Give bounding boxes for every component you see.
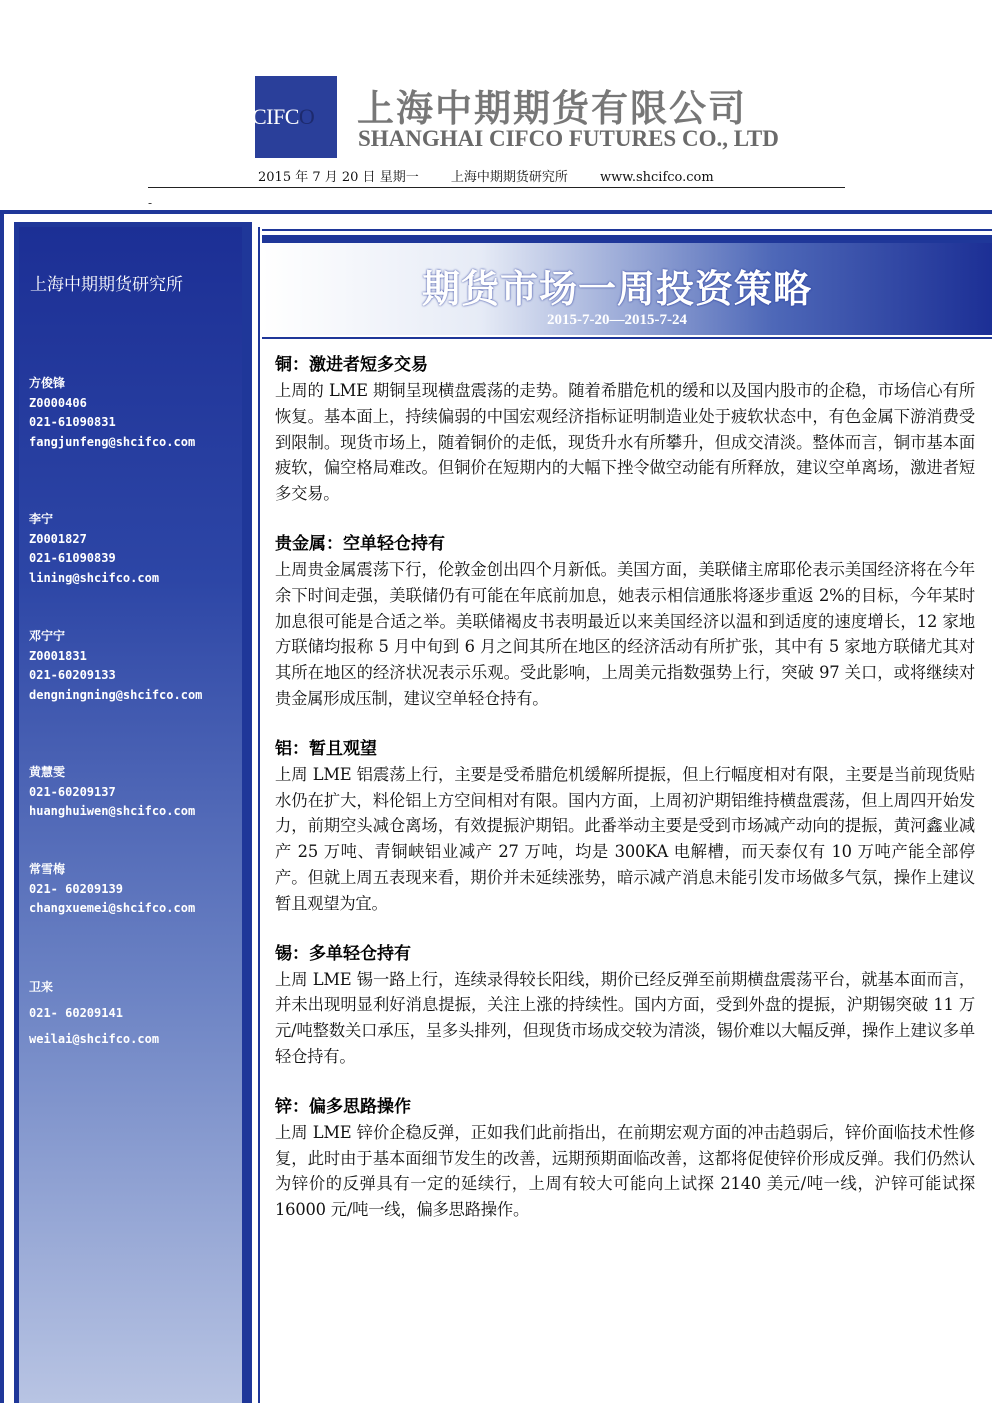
institute-name: 上海中期期货研究所 — [450, 170, 568, 185]
header-divider — [148, 187, 845, 188]
analyst-name: 邓宁宁 — [29, 629, 66, 643]
website-link[interactable]: www.shcifco.com — [600, 170, 714, 185]
analyst-name: 李宁 — [29, 512, 54, 526]
top-border — [0, 210, 992, 214]
section-title: 铜：激进者短多交易 — [275, 355, 428, 375]
analyst-email[interactable]: dengningning@shcifco.com — [29, 687, 203, 702]
title-stripe — [262, 235, 992, 243]
section-body: 上周 LME 锌价企稳反弹，正如我们此前指出，在前期宏观方面的冲击趋弱后，锌价面临技术性修复，此时由于基本面细节发生的改善，远期预期面临改善，这都将促使锌价形成反弹。我们仍然认为锌价的反弹具有一定的延续行，上周有较大可能向上试探 2140 美元/吨一线，沪锌可能试探 16000 元/吨一线，偏多思路操作。 — [275, 1122, 975, 1220]
section-title: 铝：暂且观望 — [275, 738, 377, 759]
analyst-phone: 021- 60209141 — [29, 1006, 123, 1020]
analyst-email[interactable]: lining@shcifco.com — [29, 570, 160, 585]
analyst-email[interactable]: huanghuiwen@shcifco.com — [29, 804, 196, 819]
section-aluminum — [275, 736, 975, 917]
sidebar-title: 上海中期期货研究所 — [30, 275, 183, 295]
section-body: 上周贵金属震荡下行，伦敦金创出四个月新低。美国方面，美联储主席耶伦表示美国经济将在今年余下时间走强，美联储仍有可能在年底前加息，她表示相信通胀将逐步重返 2%的目标，今年某时加息很可能是合适之举。美联储褐皮书表明最近以来美国经济以温和到适度的速度增长，12 家地方联储均报称 5 月中旬到 6 月之间其所在地区的经济活动有所扩张，其中有 5 家地方联储尤其对其所在地区的经济状况表示乐观。受此影响，上周美元指数强势上行，突破 97 关口，或将继续对贵金属形成压制，建议空单轻仓持有。 — [275, 559, 975, 708]
analyst-card — [29, 627, 202, 705]
title-rule-bottom — [262, 337, 992, 339]
analyst-card — [29, 510, 159, 588]
analyst-name: 卫来 — [29, 980, 54, 994]
logo-text-b: O — [298, 104, 315, 129]
logo-text-a: CIFC — [252, 104, 299, 129]
stray-dash: - — [148, 196, 153, 210]
analyst-name: 常雪梅 — [29, 862, 66, 876]
title-rule-top — [262, 229, 992, 231]
document-title: 期货市场一周投资策略 — [421, 267, 812, 311]
analyst-phone: 021-61090831 — [29, 415, 116, 430]
section-tin — [275, 941, 975, 1070]
report-date: 2015 年 7 月 20 日 星期一 — [258, 170, 419, 185]
analyst-phone: 021-60209133 — [29, 668, 116, 683]
content-divider — [258, 227, 260, 1403]
analyst-name: 黄慧雯 — [29, 765, 66, 779]
main-content — [275, 352, 975, 1247]
analyst-phone: 021- 60209139 — [29, 881, 123, 896]
company-name-en: SHANGHAI CIFCO FUTURES CO., LTD — [358, 126, 779, 151]
left-border — [0, 210, 4, 1403]
analyst-phone: 021-60209137 — [29, 784, 116, 799]
section-title: 贵金属：空单轻仓持有 — [275, 533, 445, 554]
section-body: 上周 LME 铝震荡上行，主要是受希腊危机缓解所提振，但上行幅度相对有限，主要是当前现货贴水仍在扩大，料伦铝上方空间相对有限。国内方面，上周初沪期铝维持横盘震荡，但上周四开始发力，前期空头减仓离场，有效提振沪期铝。此番举动主要是受到市场减产动向的提振，黄河鑫业减产 25 万吨、青铜峡铝业减产 27 万吨，均是 300KA 电解槽，而天泰仅有 10 万吨产能全部停产。但就上周五表现来看，期价并未延续涨势，暗示减产消息未能引发市场做多气氛，操作上建议暂且观望为宜。 — [275, 764, 975, 913]
section-zinc — [275, 1094, 975, 1223]
section-title: 锌：偏多思路操作 — [275, 1096, 411, 1117]
header-info — [258, 166, 742, 185]
section-body: 上周 LME 锡一路上行，连续录得较长阳线，期价已经反弹至前期横盘震荡平台，就基本面而言，并未出现明显利好消息提振，关注上涨的持续性。国内方面，受到外盘的提振，沪期锡突破 11 万元/吨整数关口承压，呈多头排列，但现货市场成交较为清淡，锡价难以大幅反弹，操作上建议多单轻仓持有。 — [275, 969, 975, 1066]
analyst-phone: 021-61090839 — [29, 551, 116, 566]
analyst-id: Z0000406 — [29, 395, 87, 410]
analyst-email[interactable]: fangjunfeng@shcifco.com — [29, 434, 196, 449]
date-range: 2015-7-20—2015-7-24 — [547, 312, 687, 328]
analyst-card — [29, 763, 195, 822]
company-name-cn: 上海中期期货有限公司 — [357, 87, 747, 130]
section-precious-metals — [275, 531, 975, 712]
analyst-email[interactable]: weilai@shcifco.com — [29, 1032, 160, 1046]
analyst-id: Z0001827 — [29, 531, 87, 546]
section-body: 上周的 LME 期铜呈现横盘震荡的走势。随着希腊危机的缓和以及国内股市的企稳，市场信心有所恢复。基本面上，持续偏弱的中国宏观经济指标证明制造业处于疲软状态中，有色金属下游消费受到限制。现货市场上，随着铜价的走低，现货升水有所攀升，但成交清淡。整体而言，铜市基本面疲软，偏空格局难改。但铜价在短期内的大幅下挫令做空动能有所释放，建议空单离场，激进者短多交易。 — [275, 381, 975, 504]
analyst-card — [29, 860, 195, 919]
analyst-card — [29, 974, 159, 1052]
section-copper — [275, 352, 975, 507]
analyst-id: Z0001831 — [29, 648, 87, 663]
section-title: 锡：多单轻仓持有 — [275, 943, 411, 964]
analyst-name: 方俊锋 — [29, 376, 66, 390]
logo-text — [252, 104, 344, 130]
analyst-email[interactable]: changxuemei@shcifco.com — [29, 901, 196, 916]
analyst-card — [29, 374, 195, 452]
